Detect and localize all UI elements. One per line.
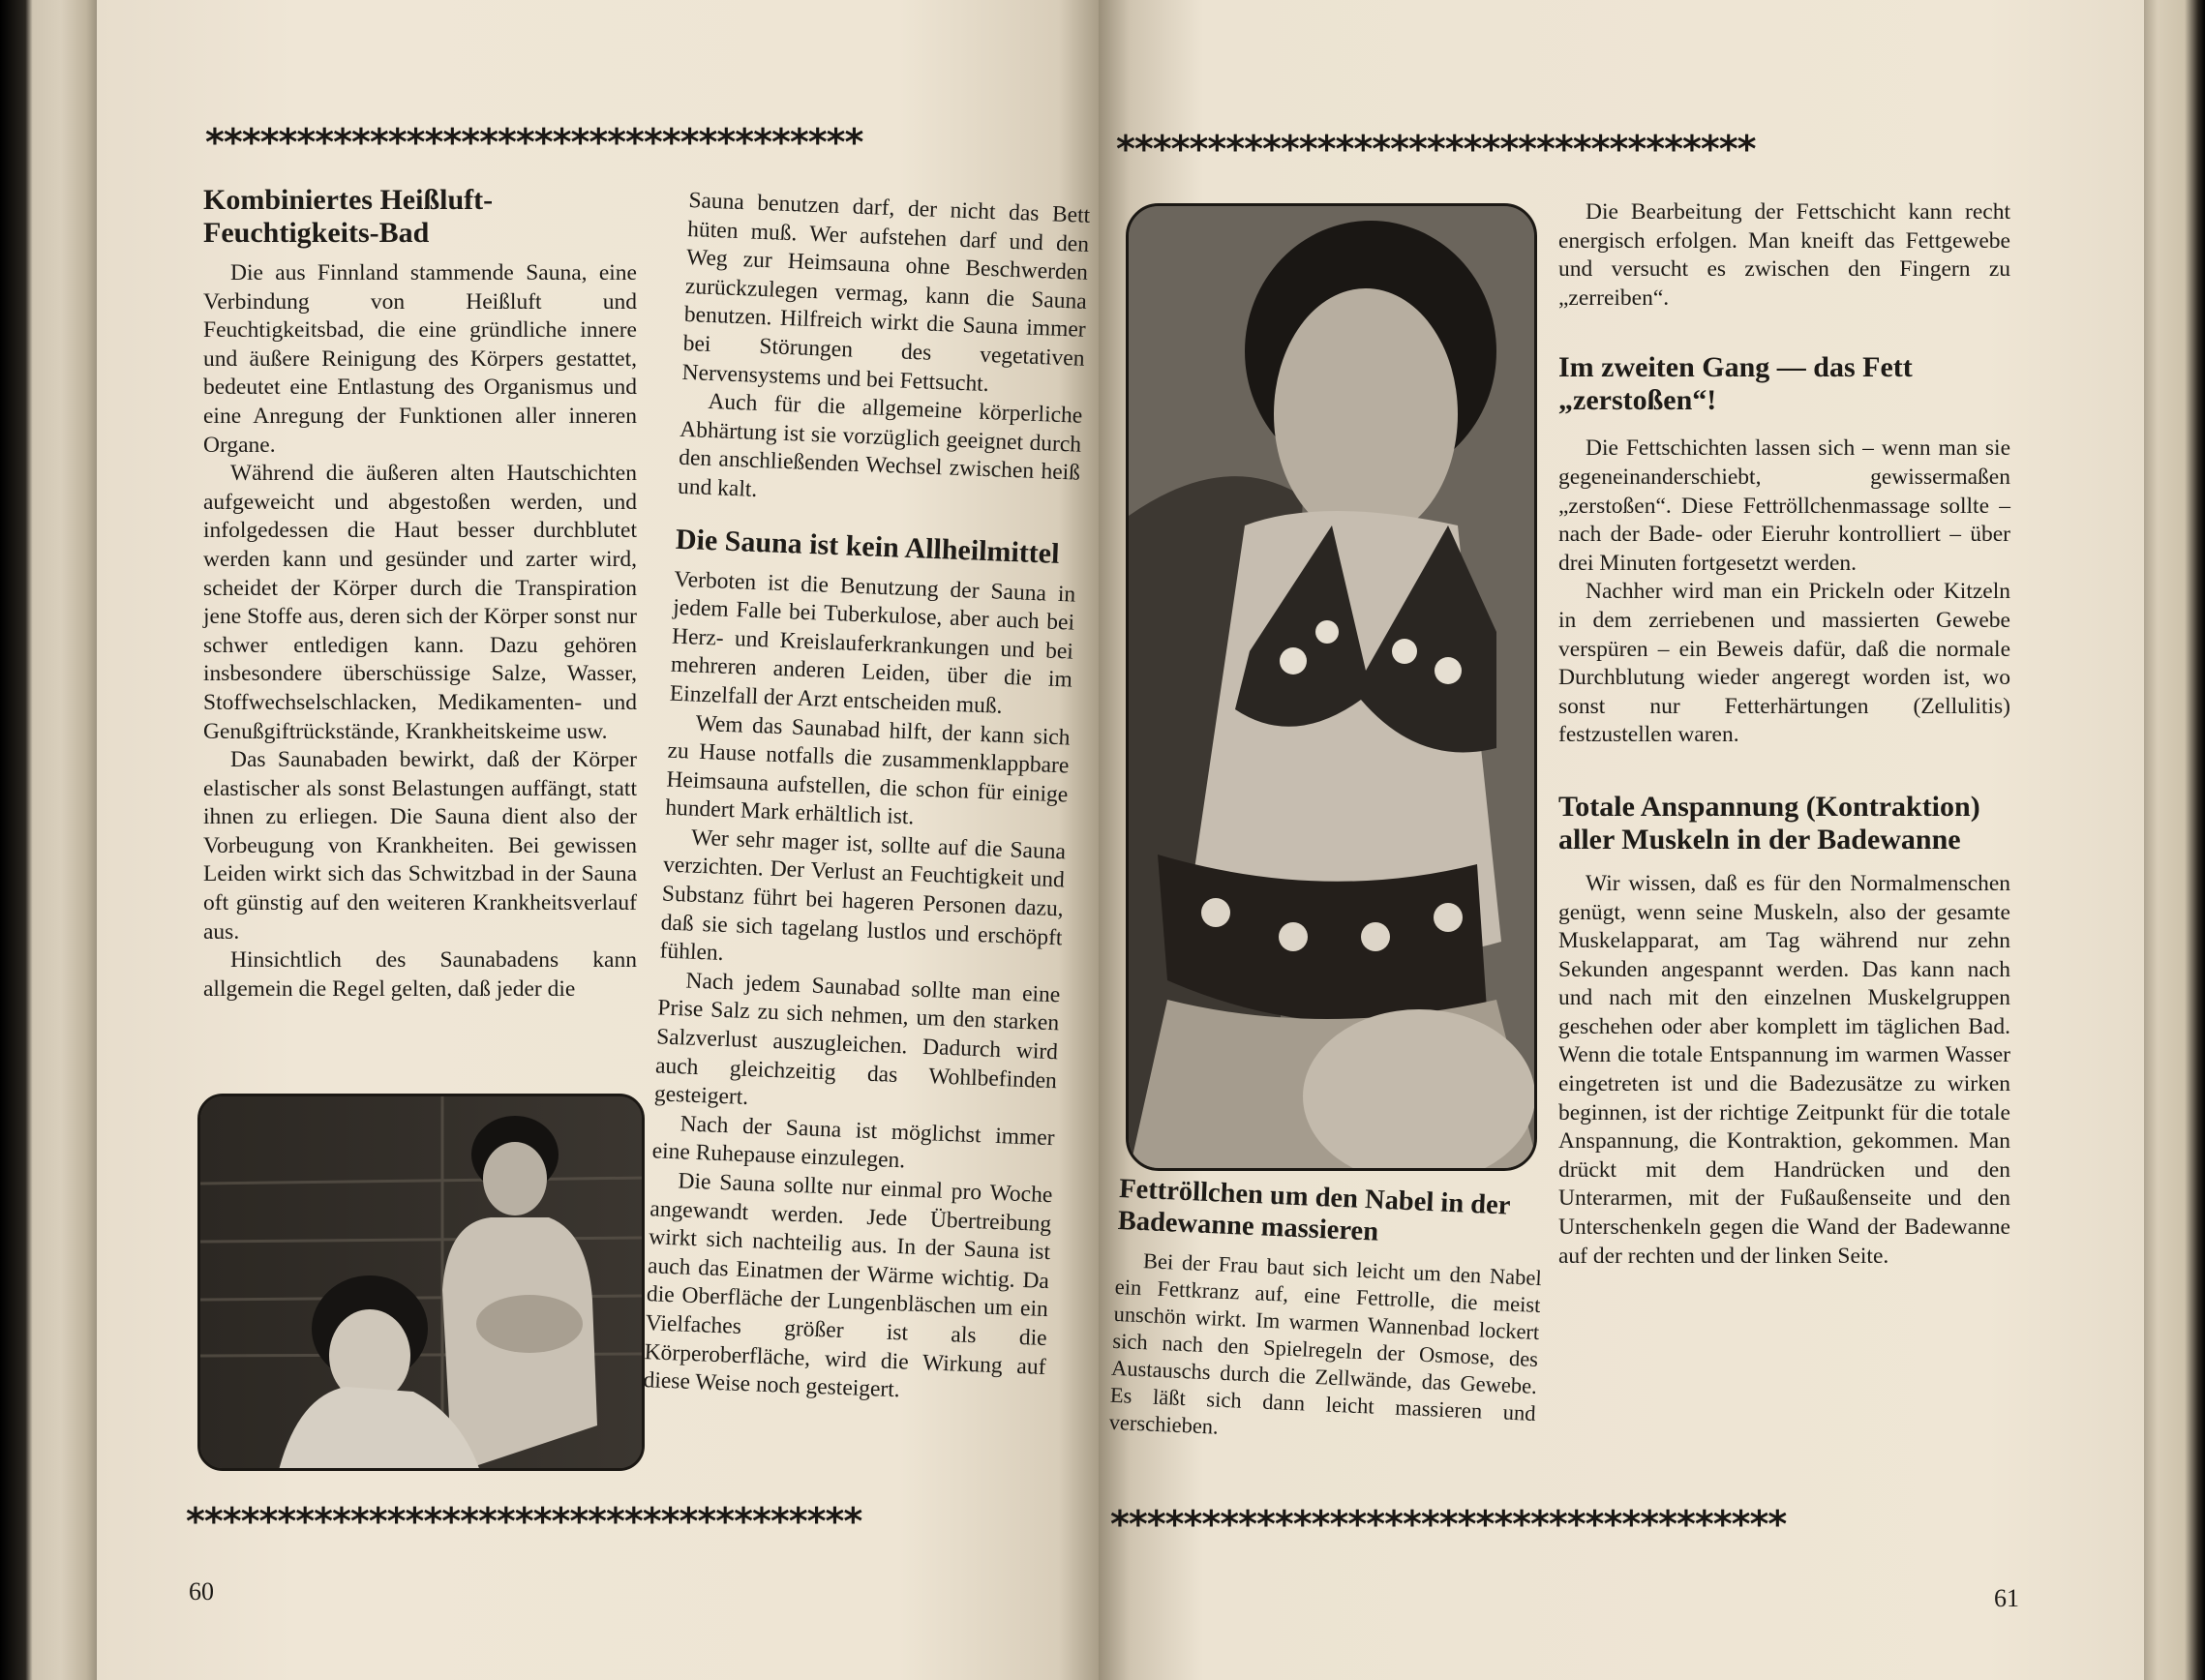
paragraph: Nach jedem Saunabad sollte man eine Prise Salz zu sich nehmen, um den starken Salzverlust auszugleichen. Dadurch wird auch gleichzeitig das Wohlbefinden gesteigert. (653, 968, 1061, 1111)
star-border-bottom: ************************************* (1110, 1506, 1787, 1543)
paragraph: Wem das Saunabad hilft, der kann sich zu Hause notfalls die zusammenklappbare Heimsauna aufstellen, die schon für einige hundert Mark erhältlich ist. (664, 710, 1071, 830)
bikini-photo-image (1129, 206, 1537, 1171)
heading-kombiniertes: Kombiniertes Heißluft-Feuchtigkeits-Bad (203, 184, 494, 249)
paragraph: Hinsichtlich des Saunabadens kann allgemein die Regel gelten, daß jeder die (203, 947, 637, 1002)
star-border-bottom: ************************************* (186, 1503, 862, 1540)
left-column-1 (203, 184, 637, 1004)
book-edge-left (0, 0, 102, 1680)
paragraph: Die aus Finnland stammende Sauna, eine Verbindung von Heißluft und Feuchtigkeitsbad, die eine gründliche innere und äußere Reinigung des Körpers gestattet, bedeutet eine Entlastung des Organismus und eine Anregung der Funktionen aller inneren Organe. (203, 260, 637, 458)
star-border-top: ************************************ (205, 124, 863, 161)
heading-zweiter-gang: Im zweiten Gang — das Fett „zerstoßen“! (1558, 351, 1913, 417)
heading-totale-anspannung: Totale Anspannung (Kontraktion) aller Muskeln in der Badewanne (1558, 790, 1980, 855)
heading-sauna-allheilmittel: Die Sauna ist kein Allheilmittel (675, 523, 1061, 570)
sauna-photo-image (200, 1096, 645, 1471)
paragraph: Sauna benutzen darf, der nicht das Bett hüten muß. Wer aufstehen darf und den Weg zur Heimsauna ohne Beschwerden zurückzulegen vermag, kann die Sauna benutzen. Hilfreich wirkt die Sauna immer bei Störungen des vegetativen Nervensystems und bei Fettsucht. (681, 187, 1091, 397)
sauna-photo (197, 1094, 645, 1471)
left-column-2 (643, 187, 1091, 1411)
paragraph: Wir wissen, daß es für den Normalmenschen genügt, wenn seine Muskeln, also der gesamte Muskelapparat, am Tag während nur zehn Sekunden angespannt werden. Das kann nach und nach mit den einzelnen Muskelgruppen geschehen oder aber komplett im täglichen Bad. Wenn die totale Entspannung im warmen Wasser eingetreten ist und die Badezusätze zu wirken beginnen, ist der richtige Zeitpunkt für die totale Anspannung, die Kontraktion, gekommen. Man drückt mit dem Handrücken und den Unterarmen, mit der Fußaußenseite und den Unterschenkeln gegen die Wand der Badewanne auf der rechten und der linken Seite. (1558, 870, 2010, 1269)
star-border-top: *********************************** (1116, 131, 1756, 167)
paragraph: Die Bearbeitung der Fettschicht kann recht energisch erfolgen. Man kneift das Fettgewebe und versucht es zwischen den Fingern zu „zerreiben“. (1558, 199, 2010, 311)
page-number: 61 (1994, 1584, 2019, 1612)
paragraph: Auch für die allgemeine körperliche Abhärtung ist sie vorzüglich geeignet durch den anschließenden Wechsel zwischen heiß und kalt. (677, 389, 1083, 502)
caption-text: Bei der Frau baut sich leicht um den Nabel ein Fettkranz auf, eine Fettrolle, die meist unschön wirkt. Im warmen Wannenbad lockert sich nach den Spielregeln der Osmose, des Austauschs durch die Zellwände, das Gewebe. Es läßt sich dann leicht massieren und verschieben. (1108, 1248, 1543, 1439)
right-page (1099, 0, 2144, 1680)
book-edge-right (2137, 0, 2205, 1680)
paragraph: Wer sehr mager ist, sollte auf die Sauna verzichten. Der Verlust an Feuchtigkeit und Substanz führt bei hageren Personen dazu, daß sie sich tagelang lustlos und erschöpft fühlen. (659, 825, 1067, 967)
paragraph: Das Saunabaden bewirkt, daß der Körper elastischer als sonst Belastungen auffängt, statt ihnen zu erliegen. Die Sauna dient also der Vorbeugung von Krankheiten. Bei gewissen Leiden wirkt sich das Schwitzbad in der Sauna oft günstig auf den weiteren Krankheitsverlauf aus. (203, 747, 637, 945)
paragraph: Während die äußeren alten Hautschichten aufgeweicht und abgestoßen werden, und infolgedessen die Haut besser durchblutet werden kann und gesünder und zarter wird, scheidet der Körper durch die Transpiration jene Stoffe aus, deren sich der Körper sonst nur schwer entledigen kann. Dazu gehören insbesondere überschüssige Salze, Wasser, Stoffwechselschlacken, Medikamenten- und Genußgiftrückstände, Krankheitskeime usw. (203, 461, 637, 744)
bikini-photo (1126, 203, 1537, 1171)
paragraph: Die Fettschichten lassen sich – wenn man sie gegeneinanderschiebt, gewissermaßen „zerstoßen“. Diese Fettröllchenmassage sollte – nach der Bade- oder Eieruhr kontrolliert – über drei Minuten fortgesetzt werden. (1558, 435, 2010, 576)
caption-heading: Fettröllchen um den Nabel in der Badewanne massieren (1117, 1173, 1511, 1247)
page-number: 60 (189, 1577, 214, 1605)
caption-block (1108, 1173, 1545, 1455)
paragraph: Nachher wird man ein Prickeln oder Kitzeln in dem zerriebenen und massierten Gewebe verspüren – ein Beweis dafür, daß die normale Durchblutung wieder angeregt worden ist, wo sonst nur Fetterhärtungen (Zellulitis) festzustellen waren. (1558, 579, 2010, 748)
paragraph: Die Sauna sollte nur einmal pro Woche angewandt werden. Jede Übertreibung wirkt sich nachteilig aus. In der Sauna ist auch das Einatmen der Wärme wichtig. Da die Oberfläche der Lungenbläschen um ein Vielfaches größer ist als die Körperoberfläche, wird die Wirkung auf diese Weise noch gesteigert. (643, 1168, 1053, 1403)
paragraph: Verboten ist die Benutzung der Sauna in jedem Falle bei Tuberkulose, aber auch bei Herz- und Kreislauferkrankungen und bei mehreren anderen Leiden, über die im Einzelfall der Arzt entscheiden muß. (669, 566, 1076, 719)
paragraph: Nach der Sauna ist möglichst immer eine Ruhepause einzulegen. (651, 1111, 1056, 1174)
right-column (1558, 198, 2010, 1271)
left-page (97, 0, 1099, 1680)
